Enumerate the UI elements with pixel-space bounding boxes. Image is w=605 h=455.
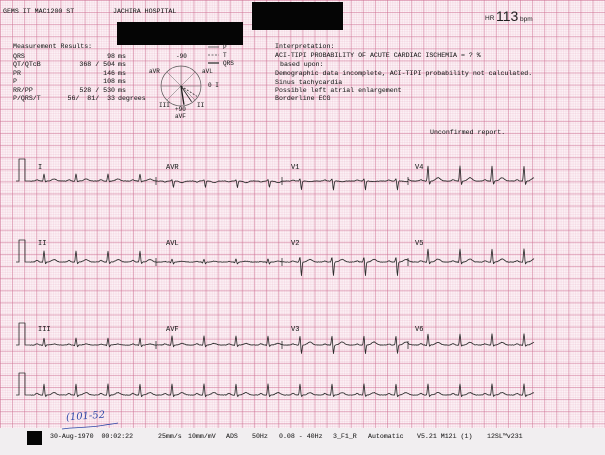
axis-label-lead-i: 0 I xyxy=(208,82,219,89)
measurement-label: P/QRS/T xyxy=(13,95,41,102)
measurement-value: 528 / 530 xyxy=(79,87,115,94)
ecg-trace-avr xyxy=(156,180,282,188)
measurement-unit: degrees xyxy=(118,95,146,102)
lead-label: AVF xyxy=(166,326,179,334)
paper-speed: 25mm/s xyxy=(158,433,182,440)
calibration-pulse xyxy=(16,373,30,395)
lead-label: V5 xyxy=(415,240,424,248)
lead-label: AVR xyxy=(166,164,179,172)
ecg-trace-iii xyxy=(30,338,156,347)
ecg-trace-rhythm-strip xyxy=(30,384,534,397)
ecg-trace-v2 xyxy=(282,258,408,276)
lead-label: II xyxy=(38,240,47,248)
lead-label: V4 xyxy=(415,164,424,172)
ecg-trace-i xyxy=(30,174,156,182)
heart-rate-value: 113 xyxy=(496,8,519,24)
mains-filter: 50Hz xyxy=(252,433,268,440)
measurement-label: RR/PP xyxy=(13,87,33,94)
analysis-program: 12SL™v231 xyxy=(487,433,523,440)
measurement-value: 98 xyxy=(107,53,115,60)
measurement-label: PR xyxy=(13,70,21,77)
device-name: GEMS IT MAC1200 ST xyxy=(3,8,75,15)
lead-label: III xyxy=(38,326,51,334)
bandwidth: 0.08 - 40Hz xyxy=(279,433,323,440)
axis-label-lead-iii: III xyxy=(159,102,170,109)
measurement-value: 56/ 81/ 33 xyxy=(67,95,115,102)
lead-label: AVL xyxy=(166,240,179,248)
axis-legend-markers xyxy=(207,43,221,67)
redaction-box xyxy=(27,431,42,445)
ecg-trace-avl xyxy=(156,259,282,264)
ecg-trace-v5 xyxy=(408,249,534,264)
heart-rate-label: HR xyxy=(485,15,495,22)
measurement-unit: ms xyxy=(118,78,126,85)
measurement-unit: ms xyxy=(118,87,126,94)
hospital-name: JACHIRA HOSPITAL xyxy=(113,8,177,15)
software-version: V5.21 M12i (1) xyxy=(417,433,473,440)
measurement-unit: ms xyxy=(118,70,126,77)
ecg-trace-avf xyxy=(156,336,282,347)
measurement-title: Measurement Results: xyxy=(13,43,93,50)
axis-label-avf: aVF xyxy=(175,113,186,120)
legend-t-label: T xyxy=(223,52,227,59)
legend-p-label: P xyxy=(223,44,227,51)
measurement-value: 368 / 504 xyxy=(79,61,115,68)
calibration-pulse xyxy=(16,323,30,345)
measurement-label: QRS xyxy=(13,53,25,60)
interpretation-line: Sinus tachycardia xyxy=(275,79,343,86)
ecg-trace-ii xyxy=(30,251,156,264)
interpretation-line: Possible left atrial enlargement xyxy=(275,87,402,94)
axis-label-lead-ii: II xyxy=(197,102,205,109)
heart-rate-unit: bpm xyxy=(520,16,533,23)
interpretation-based-upon: based upon: xyxy=(280,61,324,68)
acquisition-mode: Automatic xyxy=(368,433,404,440)
interpretation-line: Demographic data incomplete, ACI-TIPI probability not calculated. xyxy=(275,70,533,77)
axis-label-avr: aVR xyxy=(149,68,160,75)
axis-label-top: -90 xyxy=(176,53,187,60)
measurement-unit: ms xyxy=(118,53,126,60)
axis-label-avl: aVL xyxy=(202,68,213,75)
ecg-trace-v6 xyxy=(408,334,534,346)
interpretation-line: Borderline ECG xyxy=(275,95,331,102)
axis-label-bottom: +90 xyxy=(175,106,186,113)
lead-label: V3 xyxy=(291,326,300,334)
handwritten-note: (101-52 xyxy=(65,409,106,424)
measurement-value: 146 xyxy=(103,70,115,77)
measurement-label: P xyxy=(13,78,17,85)
ads-setting: ADS xyxy=(226,433,238,440)
interpretation-title: Interpretation: xyxy=(275,43,335,50)
lead-label: V6 xyxy=(415,326,424,334)
ecg-trace-v4 xyxy=(408,166,534,184)
layout-format: 3_F1_R xyxy=(333,433,357,440)
measurement-label: QT/QTcB xyxy=(13,61,41,68)
calibration-pulse xyxy=(16,159,30,181)
t-axis-vector xyxy=(181,86,197,96)
handwritten-underline xyxy=(60,422,120,432)
interpretation-probability: ACI-TIPI PROBABILITY OF ACUTE CARDIAC ISCHEMIA = ? % xyxy=(275,52,481,59)
measurement-value: 108 xyxy=(103,78,115,85)
lead-label: V2 xyxy=(291,240,300,248)
gain-setting: 10mm/mV xyxy=(188,433,216,440)
lead-label: I xyxy=(38,164,43,172)
legend-qrs-label: QRS xyxy=(223,60,234,67)
recording-datetime: 30-Aug-1970 00:02:22 xyxy=(50,433,134,440)
calibration-pulse xyxy=(16,240,30,262)
ecg-trace-v3 xyxy=(282,336,408,353)
measurement-unit: ms xyxy=(118,61,126,68)
redaction-box xyxy=(252,2,343,30)
redaction-box xyxy=(117,22,243,45)
report-status: Unconfirmed report. xyxy=(430,129,506,136)
lead-label: V1 xyxy=(291,164,300,172)
ecg-trace-v1 xyxy=(282,179,408,190)
